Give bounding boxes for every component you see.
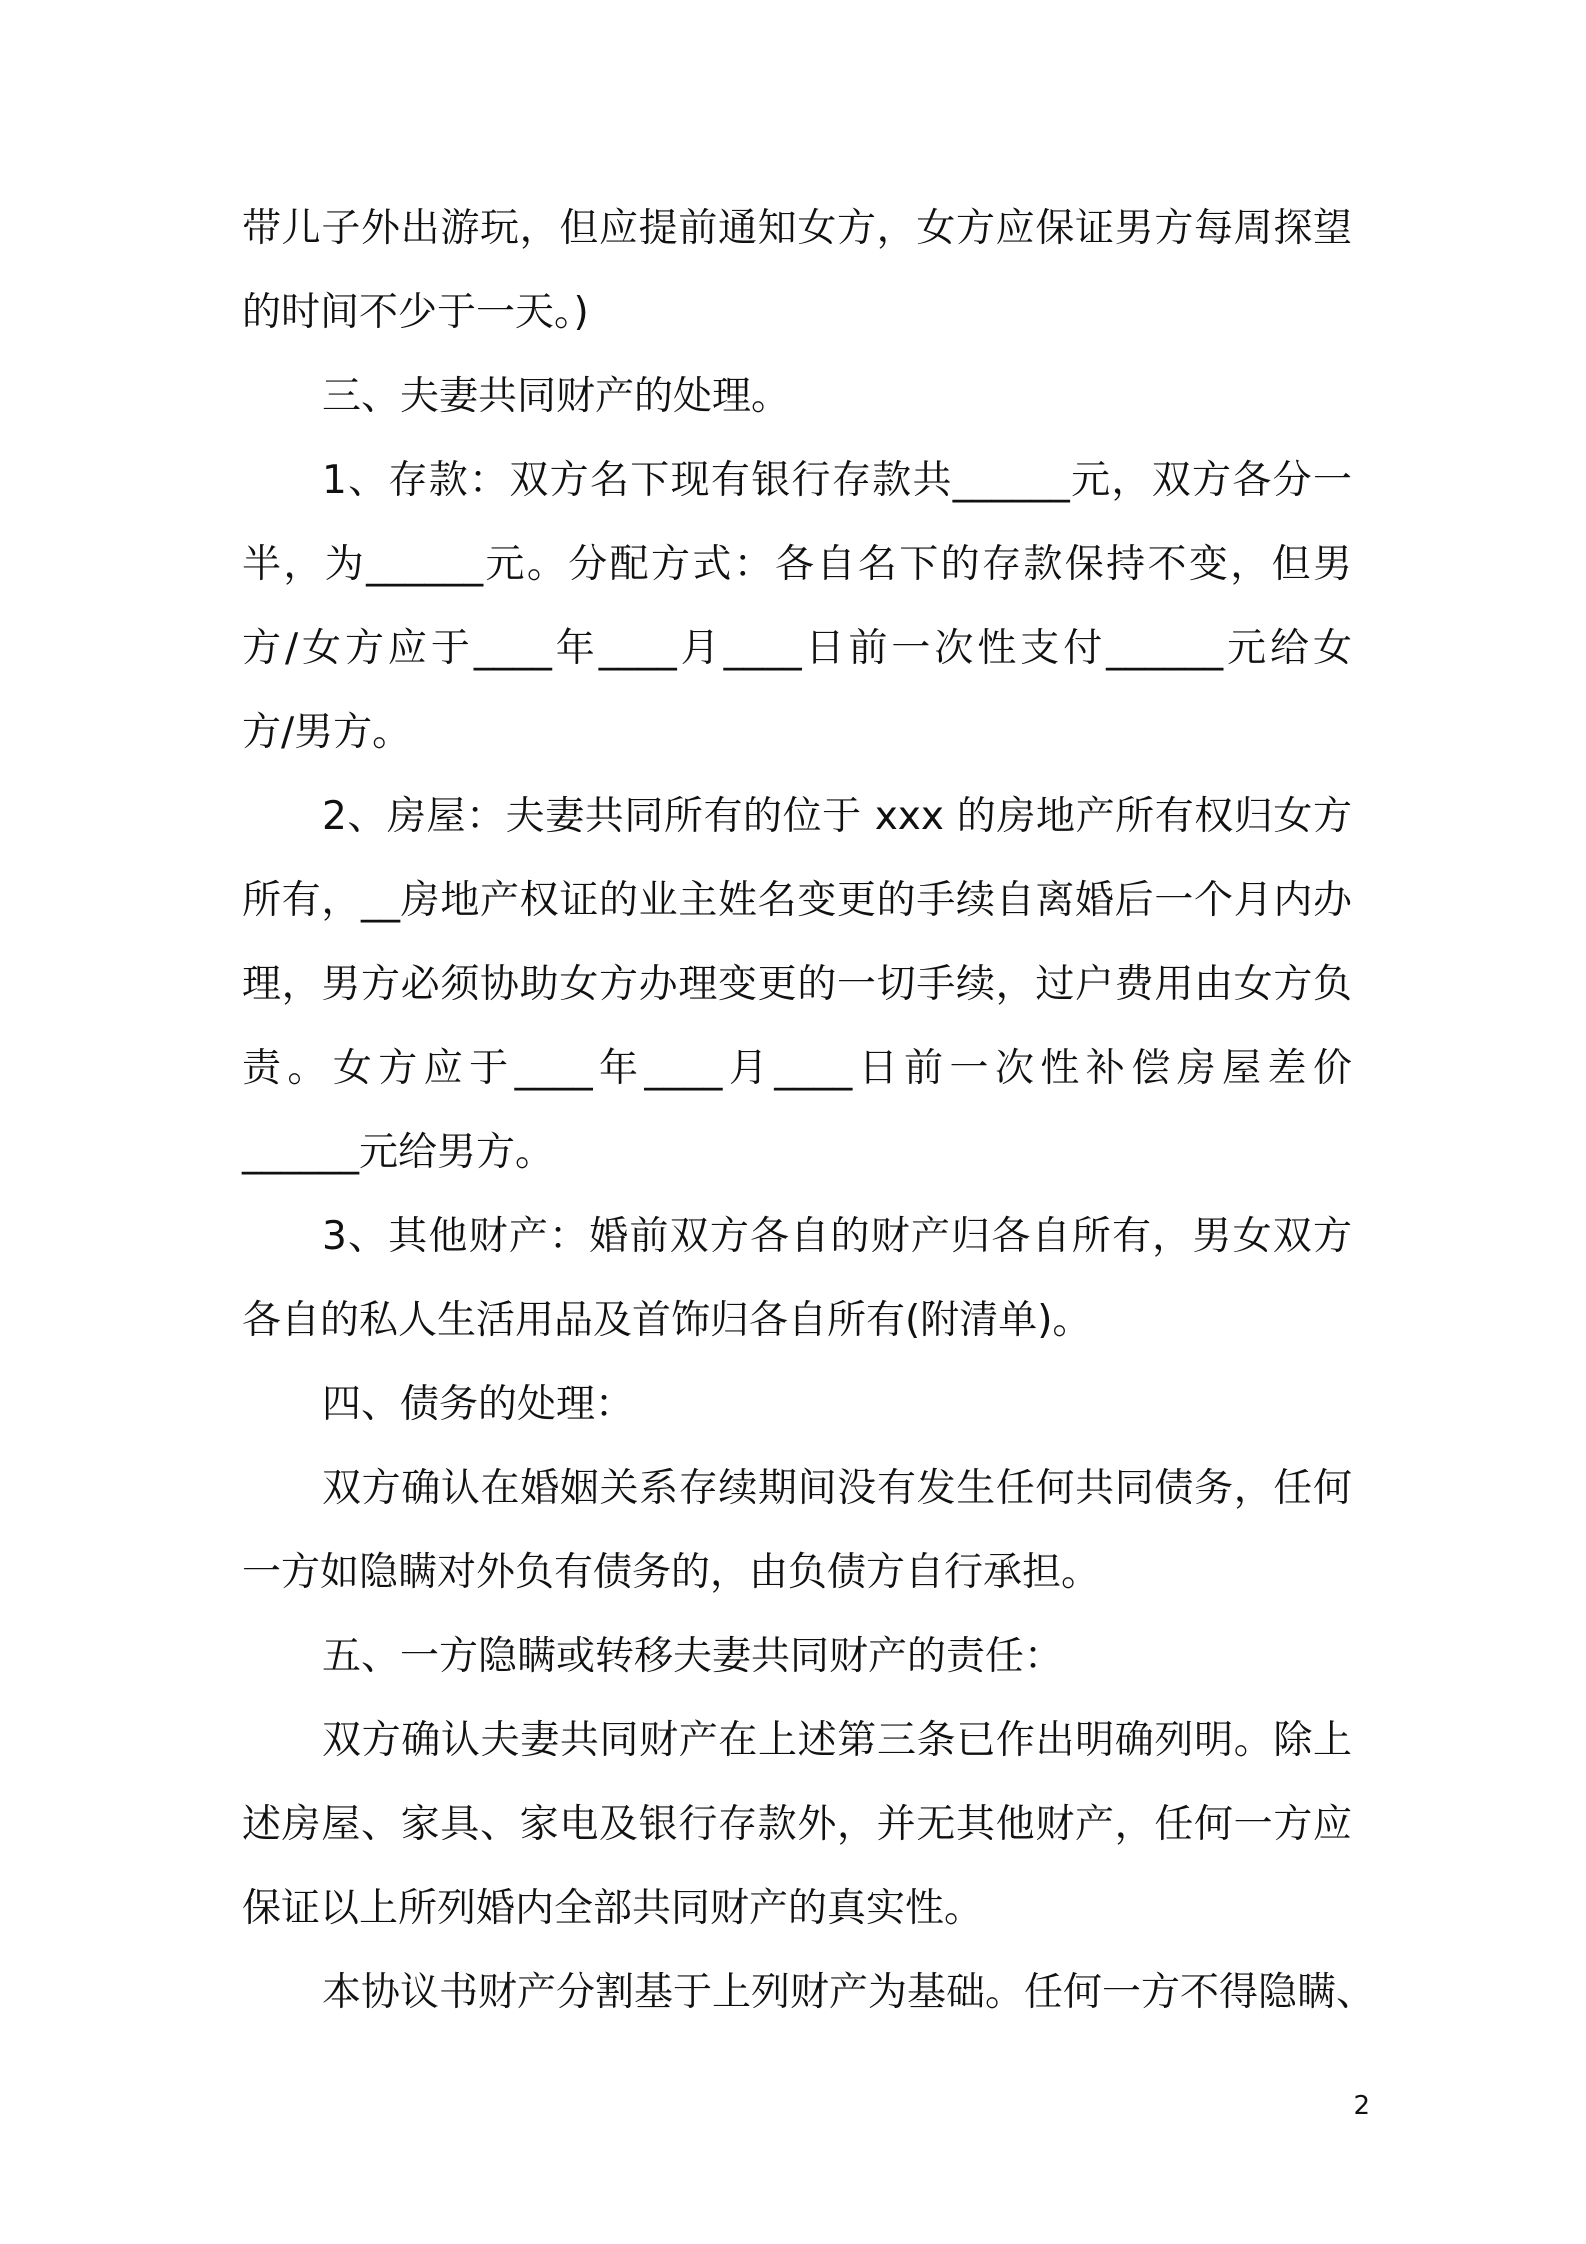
section-heading: 四、债务的处理： xyxy=(322,1382,635,1427)
text-line: 双方确认夫妻共同财产在上述第三条已作出明确列明。除上 xyxy=(322,1718,1352,1763)
text-line: 的时间不少于一天。) xyxy=(242,290,589,335)
text-line: 带儿子外出游玩，但应提前通知女方，女方应保证男方每周探望 xyxy=(242,206,1352,251)
text-line: 2、房屋：夫妻共同所有的位于 xxx 的房地产所有权归女方 xyxy=(322,794,1352,839)
text-line: 保证以上所列婚内全部共同财产的真实性。 xyxy=(242,1886,984,1931)
text-line: 本协议书财产分割基于上列财产为基础。任何一方不得隐瞒、 xyxy=(322,1970,1376,2015)
section-heading: 五、一方隐瞒或转移夫妻共同财产的责任： xyxy=(322,1634,1064,1679)
text-line: 责。女方应于____年____月____日前一次性补偿房屋差价 xyxy=(242,1046,1352,1091)
section-heading: 三、夫妻共同财产的处理。 xyxy=(322,374,791,419)
text-line: 一方如隐瞒对外负有债务的，由负债方自行承担。 xyxy=(242,1550,1101,1595)
text-line: 1、存款：双方名下现有银行存款共______元，双方各分一 xyxy=(322,458,1352,503)
text-line: 双方确认在婚姻关系存续期间没有发生任何共同债务，任何 xyxy=(322,1466,1352,1511)
text-line: 各自的私人生活用品及首饰归各自所有(附清单)。 xyxy=(242,1298,1092,1343)
text-line: 方/女方应于____年____月____日前一次性支付______元给女 xyxy=(242,626,1352,671)
text-line: ______元给男方。 xyxy=(242,1130,555,1175)
text-line: 理，男方必须协助女方办理变更的一切手续，过户费用由女方负 xyxy=(242,962,1352,1007)
text-line: 述房屋、家具、家电及银行存款外，并无其他财产，任何一方应 xyxy=(242,1802,1352,1847)
text-line: 3、其他财产：婚前双方各自的财产归各自所有，男女双方 xyxy=(322,1214,1352,1259)
text-line: 所有，__房地产权证的业主姓名变更的手续自离婚后一个月内办 xyxy=(242,878,1352,923)
page-number: 2 xyxy=(1353,2091,1370,2121)
text-line: 方/男方。 xyxy=(242,710,412,755)
text-line: 半，为______元。分配方式：各自名下的存款保持不变，但男 xyxy=(242,542,1352,587)
